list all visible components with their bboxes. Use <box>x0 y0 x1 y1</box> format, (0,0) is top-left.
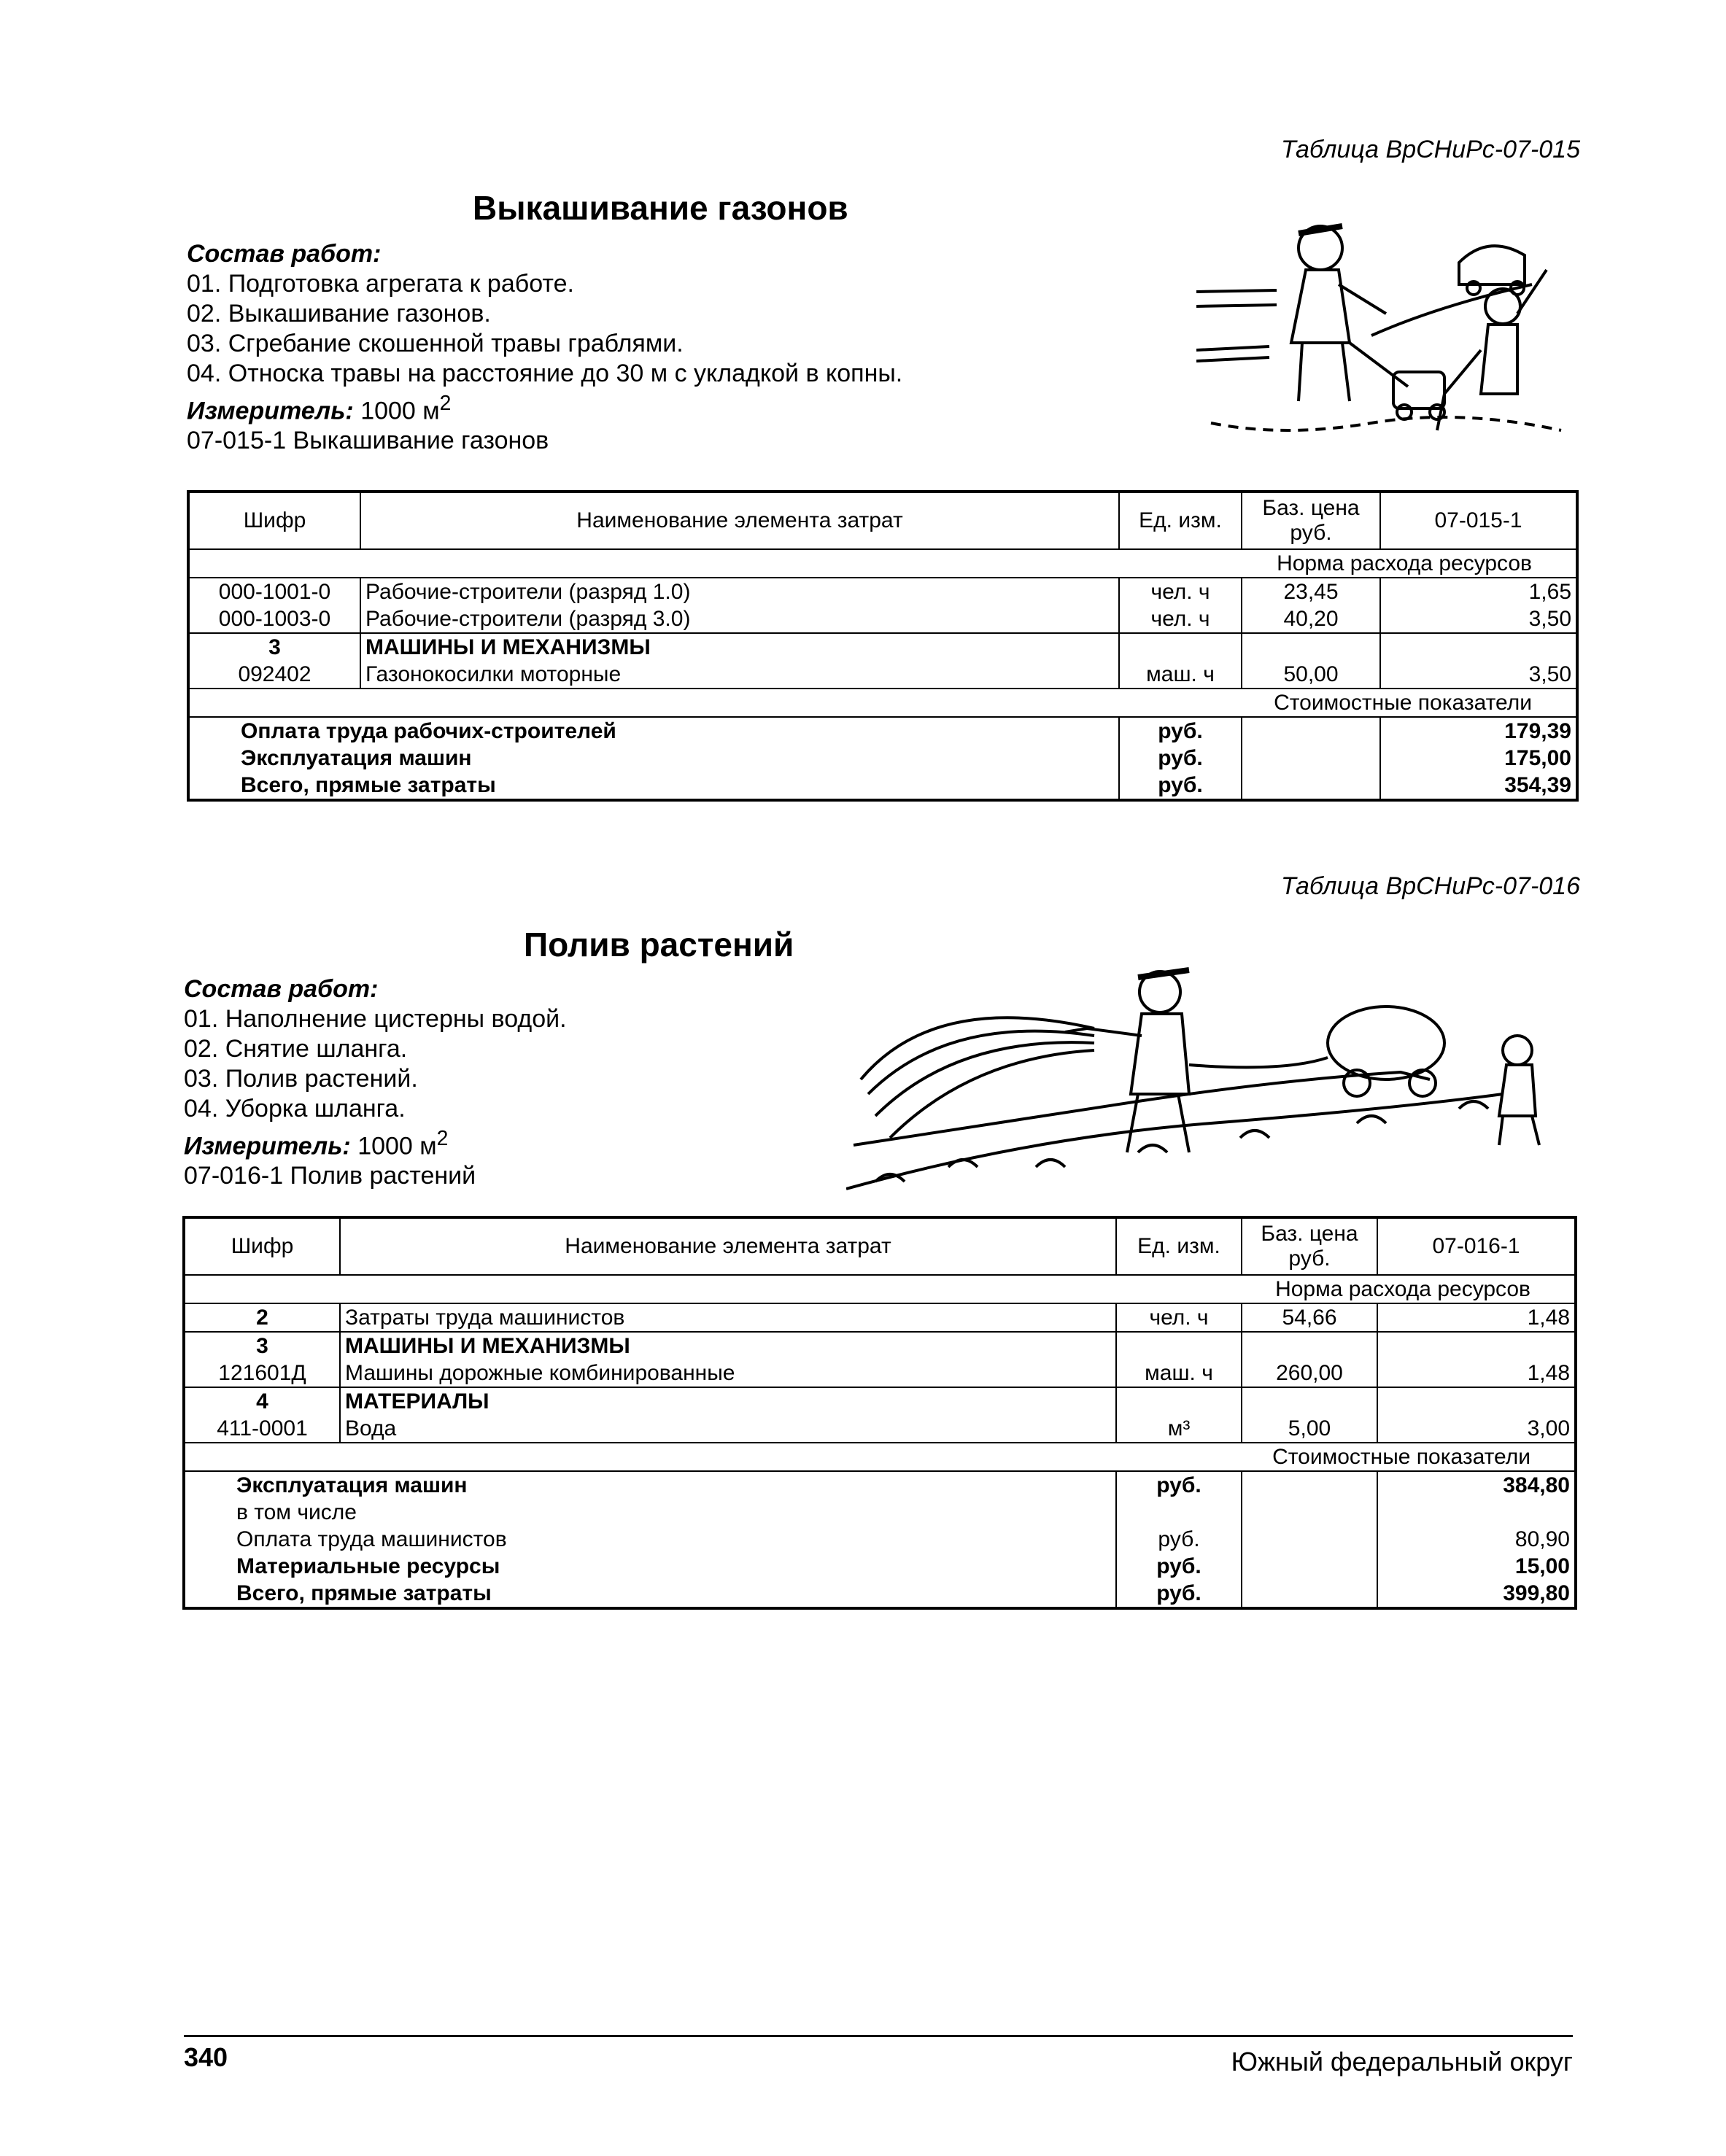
section-label: Норма расхода ресурсов <box>184 1275 1576 1303</box>
composition-label: Состав работ: <box>187 240 382 268</box>
section-row-cost <box>184 1443 1576 1471</box>
cost-row <box>188 717 1577 745</box>
page-number: 340 <box>184 2042 228 2072</box>
cost-row <box>188 745 1577 772</box>
header-unit: Ед. изм. <box>1116 1217 1242 1275</box>
footer-divider <box>184 2035 1573 2037</box>
section-title-2: Полив растений <box>524 926 794 963</box>
work-step: 01. Наполнение цистерны водой. <box>184 1005 567 1033</box>
section-row-norm <box>188 549 1577 578</box>
cost-unit: руб. <box>1119 717 1242 745</box>
watering-illustration <box>846 948 1576 1218</box>
cost-row <box>184 1471 1576 1499</box>
cost-value: 384,80 <box>1377 1471 1576 1499</box>
cost-unit: руб. <box>1116 1553 1242 1580</box>
row-name: Газонокосилки моторные <box>360 661 1119 689</box>
header-name: Наименование элемента затрат <box>340 1217 1116 1275</box>
cost-name: в том числе <box>236 1500 357 1524</box>
row-price: 50,00 <box>1242 661 1380 689</box>
cost-name: Эксплуатация машин <box>241 746 472 770</box>
row-code: 000-1001-0 <box>218 580 331 604</box>
work-step: 03. Сгребание скошенной травы граблями. <box>187 330 684 357</box>
resource-table-1 <box>187 490 1579 802</box>
cost-value: 80,90 <box>1377 1526 1576 1553</box>
row-unit: чел. ч <box>1119 605 1242 633</box>
work-step: 03. Полив растений. <box>184 1065 418 1093</box>
row-code: 411-0001 <box>217 1416 308 1440</box>
cost-name: Всего, прямые затраты <box>241 773 496 797</box>
work-step: 01. Подготовка агрегата к работе. <box>187 270 574 298</box>
cost-unit: руб. <box>1119 772 1242 800</box>
table-subtitle: 07-016-1 Полив растений <box>184 1162 476 1190</box>
row-unit: чел. ч <box>1119 578 1242 605</box>
table-row <box>184 1415 1576 1443</box>
cost-row <box>184 1553 1576 1580</box>
row-code: 121601Д <box>218 1361 306 1385</box>
cost-name: Оплата труда машинистов <box>236 1527 507 1551</box>
cost-name: Эксплуатация машин <box>236 1473 468 1497</box>
row-unit: маш. ч <box>1116 1360 1242 1387</box>
cost-unit: руб. <box>1116 1580 1242 1608</box>
header-unit: Ед. изм. <box>1119 492 1242 549</box>
section-row-norm <box>184 1275 1576 1303</box>
header-code: Шифр <box>188 492 360 549</box>
row-unit: м³ <box>1116 1415 1242 1443</box>
cost-row <box>188 772 1577 800</box>
cost-row <box>184 1526 1576 1553</box>
row-name: Машины дорожные комбинированные <box>340 1360 1116 1387</box>
group-code: 3 <box>256 1334 268 1358</box>
row-price: 40,20 <box>1242 605 1380 633</box>
row-name: Рабочие-строители (разряд 1.0) <box>360 578 1119 605</box>
table-row <box>184 1303 1576 1332</box>
group-code: 4 <box>256 1389 268 1414</box>
lawn-mowing-illustration <box>1196 204 1576 452</box>
section-label: Норма расхода ресурсов <box>188 549 1577 578</box>
row-name: Затраты труда машинистов <box>340 1303 1116 1332</box>
work-step: 02. Выкашивание газонов. <box>187 300 491 327</box>
row-value: 1,48 <box>1377 1360 1576 1387</box>
table-subtitle: 07-015-1 Выкашивание газонов <box>187 427 549 455</box>
measure-line: Измеритель: 1000 $м^2$ <box>184 1127 449 1160</box>
row-code: 2 <box>256 1306 268 1330</box>
row-unit: маш. ч <box>1119 661 1242 689</box>
work-step: 02. Снятие шланга. <box>184 1035 408 1063</box>
row-price: 54,66 <box>1242 1303 1377 1332</box>
group-code: 3 <box>268 635 281 659</box>
row-price: 23,45 <box>1242 578 1380 605</box>
composition-label: Состав работ: <box>184 975 379 1003</box>
table-row <box>184 1360 1576 1387</box>
group-name: МАШИНЫ И МЕХАНИЗМЫ <box>340 1332 1116 1360</box>
row-value: 1,65 <box>1380 578 1577 605</box>
table-row <box>188 605 1577 633</box>
table-header-row <box>188 492 1577 549</box>
row-price: 260,00 <box>1242 1360 1377 1387</box>
header-name: Наименование элемента затрат <box>360 492 1119 549</box>
row-value: 1,48 <box>1377 1303 1576 1332</box>
cost-unit: руб. <box>1119 745 1242 772</box>
table-row <box>188 578 1577 605</box>
header-code: Шифр <box>184 1217 340 1275</box>
section-row-cost <box>188 689 1577 717</box>
resource-table-2 <box>182 1216 1577 1610</box>
table-label-2: Таблица ВрСНиРс-07-016 <box>1280 872 1580 900</box>
row-code: 000-1003-0 <box>218 607 331 631</box>
section-title-1: Выкашивание газонов <box>473 189 848 227</box>
cost-value: 354,39 <box>1380 772 1577 800</box>
header-price: Баз. цена руб. <box>1242 492 1380 549</box>
table-group-row <box>184 1332 1576 1360</box>
cost-name: Всего, прямые затраты <box>236 1581 492 1605</box>
work-step: 04. Уборка шланга. <box>184 1095 406 1122</box>
cost-value: 15,00 <box>1377 1553 1576 1580</box>
row-value: 3,00 <box>1377 1415 1576 1443</box>
cost-unit: руб. <box>1116 1471 1242 1499</box>
header-norm: 07-016-1 <box>1377 1217 1576 1275</box>
row-name: Вода <box>340 1415 1116 1443</box>
table-group-row <box>184 1387 1576 1415</box>
table-group-row <box>188 633 1577 661</box>
work-step: 04. Относка травы на расстояние до 30 м с укладкой в копны. <box>187 360 903 387</box>
group-name: МАТЕРИАЛЫ <box>340 1387 1116 1415</box>
row-price: 5,00 <box>1242 1415 1377 1443</box>
header-price: Баз. цена руб. <box>1242 1217 1377 1275</box>
footer-region: Южный федеральный округ <box>1231 2047 1573 2076</box>
table-label-1: Таблица ВрСНиРс-07-015 <box>1280 136 1580 163</box>
table-row <box>188 661 1577 689</box>
measure-line: Измеритель: 1000 $м^2$ <box>187 392 452 425</box>
work-composition-1 <box>187 239 902 456</box>
section-label: Стоимостные показатели <box>184 1443 1576 1471</box>
cost-name: Материальные ресурсы <box>236 1554 500 1578</box>
cost-name: Оплата труда рабочих-строителей <box>241 719 616 743</box>
group-name: МАШИНЫ И МЕХАНИЗМЫ <box>360 633 1119 661</box>
header-norm: 07-015-1 <box>1380 492 1577 549</box>
section-label: Стоимостные показатели <box>188 689 1577 717</box>
work-composition-2 <box>184 974 567 1191</box>
table-header-row <box>184 1217 1576 1275</box>
row-code: 092402 <box>238 662 311 686</box>
cost-row <box>184 1499 1576 1526</box>
row-unit: чел. ч <box>1116 1303 1242 1332</box>
row-value: 3,50 <box>1380 605 1577 633</box>
cost-value: 179,39 <box>1380 717 1577 745</box>
cost-unit: руб. <box>1116 1526 1242 1553</box>
cost-value: 175,00 <box>1380 745 1577 772</box>
row-value: 3,50 <box>1380 661 1577 689</box>
cost-row <box>184 1580 1576 1608</box>
cost-value: 399,80 <box>1377 1580 1576 1608</box>
row-name: Рабочие-строители (разряд 3.0) <box>360 605 1119 633</box>
